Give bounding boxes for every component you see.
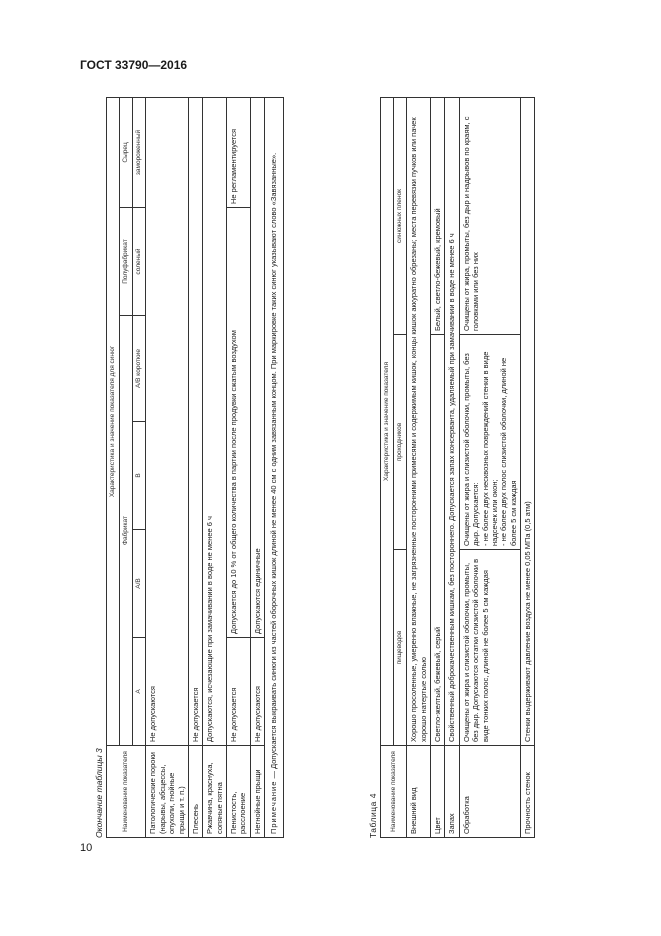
table4 — [380, 97, 535, 838]
table3-header-fabrikat: Фабрикат — [120, 316, 133, 746]
row-value-c: Не регламентируется — [227, 97, 251, 207]
table3-header-polufabrikat: Полуфабрикат — [120, 208, 133, 316]
row-value-b-item: - не более двух полос слизистой оболочки, длиной не более 5 см каждая — [499, 357, 518, 546]
note-label: Примечание — [269, 780, 279, 834]
table4-header-sinyug: синюжных пленок — [394, 97, 407, 334]
table3-block — [92, 98, 340, 838]
table-row — [227, 97, 251, 837]
standard-number: ГОСТ 33790—2016 — [80, 58, 188, 72]
table-row — [188, 97, 202, 837]
row-value: Стенки выдерживают давление воздуха не менее 0,05 МПа (0,5 атм) — [521, 97, 535, 745]
row-name: Цвет — [431, 746, 445, 838]
table4-header-ledenets: пищеводов — [394, 550, 407, 746]
table-row — [459, 97, 520, 837]
table-row — [407, 97, 431, 837]
row-value-b-item: - не более двух несквозных повреждений стенки в виде надсечек или окон; — [480, 351, 499, 546]
table3-header-characteristic: Характеристика и значение показателя для синюг — [107, 97, 120, 745]
table4-header-prokhodnik: проходников — [394, 335, 407, 550]
row-value: Хорошо просоленные, умеренно влажные, не загрязненные посторонними примесями и содержимым кишок, концы кишок аккуратно обрезаны; места перевязки пучков или пачек хорошо натертые солью — [407, 97, 431, 745]
table3 — [106, 97, 284, 838]
table-row — [250, 97, 264, 837]
table3-header-zamorozheny: замороженный — [133, 97, 146, 207]
note-text: — Допускается выкраивать синюги из частей оборочных кишок длиной не менее 40 см с одним завязанным концом. При маркировке таких синюг указывают слово «Завязанные». — [269, 152, 279, 779]
table-row — [521, 97, 535, 837]
table3-header-ab: А/В — [133, 530, 146, 638]
table4-header-characteristic: Характеристика и значение показателя — [381, 97, 394, 745]
row-value: Допускаются, исчезающие при замачивании в воде не менее 6 ч — [203, 97, 227, 745]
table-row — [203, 97, 227, 837]
row-value-a: Не допускаются — [250, 638, 264, 746]
table3-note-row — [265, 97, 284, 837]
row-value-b: Допускается до 10 % от общего количества в партии после продувки сжатым воздухом — [227, 208, 251, 638]
row-name: Внешний вид — [407, 746, 431, 838]
table3-note — [265, 97, 284, 837]
row-value: Не допускаются — [146, 97, 189, 745]
table-row — [146, 97, 189, 837]
table3-caption: Окончание таблицы 3 — [94, 748, 104, 838]
row-value: Не допускается — [188, 97, 202, 745]
row-value-b: Допускаются единичные — [250, 97, 264, 637]
row-value-c: Очищены от жира, промыты, без дыр и надрывов по краям, с головками или без них — [459, 97, 520, 334]
table4-caption: Таблица 4 — [368, 793, 378, 838]
table-row — [445, 97, 459, 837]
row-value-a: Очищены от жира и слизистой оболочки, промыты, без дыр. Допускаются остатки слизистой оболочки в виде тонких полос, длиной не более 5 см каждая — [459, 550, 520, 746]
row-value-a: Светло-желтый, бежевый, серый — [431, 335, 445, 746]
page-number: 10 — [80, 842, 93, 854]
row-value-b-text: Очищены от жира и слизистой оболочки, промыты, без дыр. Допускается: — [461, 353, 481, 546]
row-name: Прочность стенок — [521, 746, 535, 838]
table3-header-syrets: Сырец — [120, 97, 133, 207]
table3-header-ab-short: А/В короткие — [133, 316, 146, 422]
row-name: Ржавчина, краснуха, сопяные пятна — [203, 746, 227, 838]
table4-header-name: Наименование показателя — [381, 746, 407, 838]
table3-header-name: Наименование показателя — [107, 746, 146, 838]
row-value-a: Не допускается — [227, 638, 251, 746]
row-value: Свойственный доброкачественным кишкам, без постороннего. Допускается запах консерванта, удаляемый при замачивании в воде не менее 6 ч — [445, 97, 459, 745]
table3-header-soleny: соленый — [133, 208, 146, 316]
table-row — [431, 97, 445, 837]
row-name: Пенистость, расслоение — [227, 746, 251, 838]
row-name: Запах — [445, 746, 459, 838]
row-name: Негнойные прыщи — [250, 746, 264, 838]
row-name: Патологические пороки (нарывы, абсцессы, опухоли, гнойные прыщи и т. п.) — [146, 746, 189, 838]
table4-block — [366, 98, 616, 838]
table3-header-b: В — [133, 422, 146, 530]
row-value-b — [459, 335, 520, 550]
row-name: Обработка — [459, 746, 520, 838]
row-value-c: Белый, светло-бежевый, кремовый — [431, 97, 445, 334]
row-name: Плесень — [188, 746, 202, 838]
table3-header-a: А — [133, 638, 146, 746]
